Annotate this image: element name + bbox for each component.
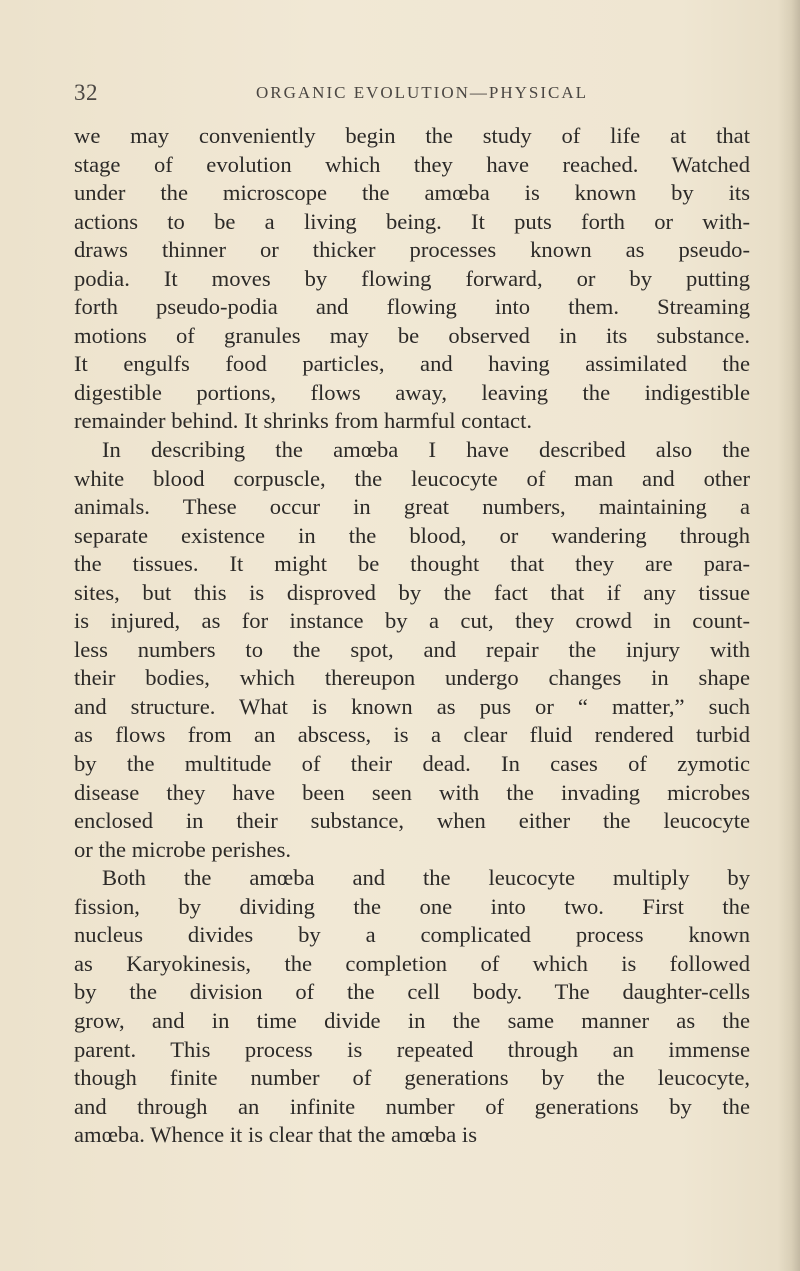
text-line: nucleus divides by a complicated process known: [74, 922, 750, 948]
text-line: is injured, as for instance by a cut, they crowd in count-: [74, 608, 750, 634]
text-line: separate existence in the blood, or wandering through: [74, 522, 750, 548]
text-line: and structure. What is known as pus or “ matter,” such: [74, 693, 750, 719]
paragraph: [74, 864, 750, 1149]
text-line: Both the amœba and the leucocyte multiply by: [102, 865, 750, 891]
text-line: digestible portions, flows away, leaving the indigestible: [74, 379, 750, 405]
text-line: In describing the amœba I have described also the: [102, 437, 750, 463]
text-line: as flows from an abscess, is a clear fluid rendered turbid: [74, 722, 750, 748]
page-number: 32: [74, 80, 98, 105]
text-line: sites, but this is disproved by the fact that if any tissue: [74, 579, 750, 605]
text-line: by the multitude of their dead. In cases of zymotic: [74, 751, 750, 777]
text-line: forth pseudo-podia and flowing into them. Streaming: [74, 294, 750, 320]
text-line: though finite number of generations by the leucocyte,: [74, 1065, 750, 1091]
text-line: by the division of the cell body. The daughter-cells: [74, 979, 750, 1005]
text-line: enclosed in their substance, when either the leucocyte: [74, 808, 750, 834]
body-text: [74, 122, 750, 1150]
text-line: stage of evolution which they have reached. Watched: [74, 151, 750, 177]
running-head: [0, 80, 800, 114]
text-line: animals. These occur in great numbers, maintaining a: [74, 494, 750, 520]
text-line: fission, by dividing the one into two. First the: [74, 893, 750, 919]
text-line: podia. It moves by flowing forward, or by putting: [74, 265, 750, 291]
text-line: draws thinner or thicker processes known as pseudo-: [74, 237, 750, 263]
page-edge-shadow: [778, 0, 800, 1271]
text-line: white blood corpuscle, the leucocyte of man and other: [74, 465, 750, 491]
text-line: we may conveniently begin the study of life at that: [74, 123, 750, 148]
paragraph: [74, 436, 750, 864]
text-line: under the microscope the amœba is known by its: [74, 180, 750, 206]
text-line: less numbers to the spot, and repair the injury with: [74, 636, 750, 662]
text-line: the tissues. It might be thought that they are para-: [74, 551, 750, 577]
text-line: parent. This process is repeated through an immense: [74, 1036, 750, 1062]
text-line: motions of granules may be observed in its substance.: [74, 322, 750, 348]
text-line: It engulfs food particles, and having assimilated the: [74, 351, 750, 377]
text-line: as Karyokinesis, the completion of which is followed: [74, 950, 750, 976]
text-line: remainder behind. It shrinks from harmful contact.: [74, 408, 533, 434]
paragraph: [74, 122, 750, 436]
text-line: grow, and in time divide in the same manner as the: [74, 1007, 750, 1033]
text-line: actions to be a living being. It puts forth or with-: [74, 208, 750, 234]
text-line: their bodies, which thereupon undergo changes in shape: [74, 665, 750, 691]
text-line: amœba. Whence it is clear that the amœba is: [74, 1122, 477, 1148]
text-line: disease they have been seen with the invading microbes: [74, 779, 750, 805]
text-line: or the microbe perishes.: [74, 836, 292, 862]
text-line: and through an infinite number of generations by the: [74, 1093, 750, 1119]
running-title: ORGANIC EVOLUTION—PHYSICAL: [256, 83, 589, 102]
